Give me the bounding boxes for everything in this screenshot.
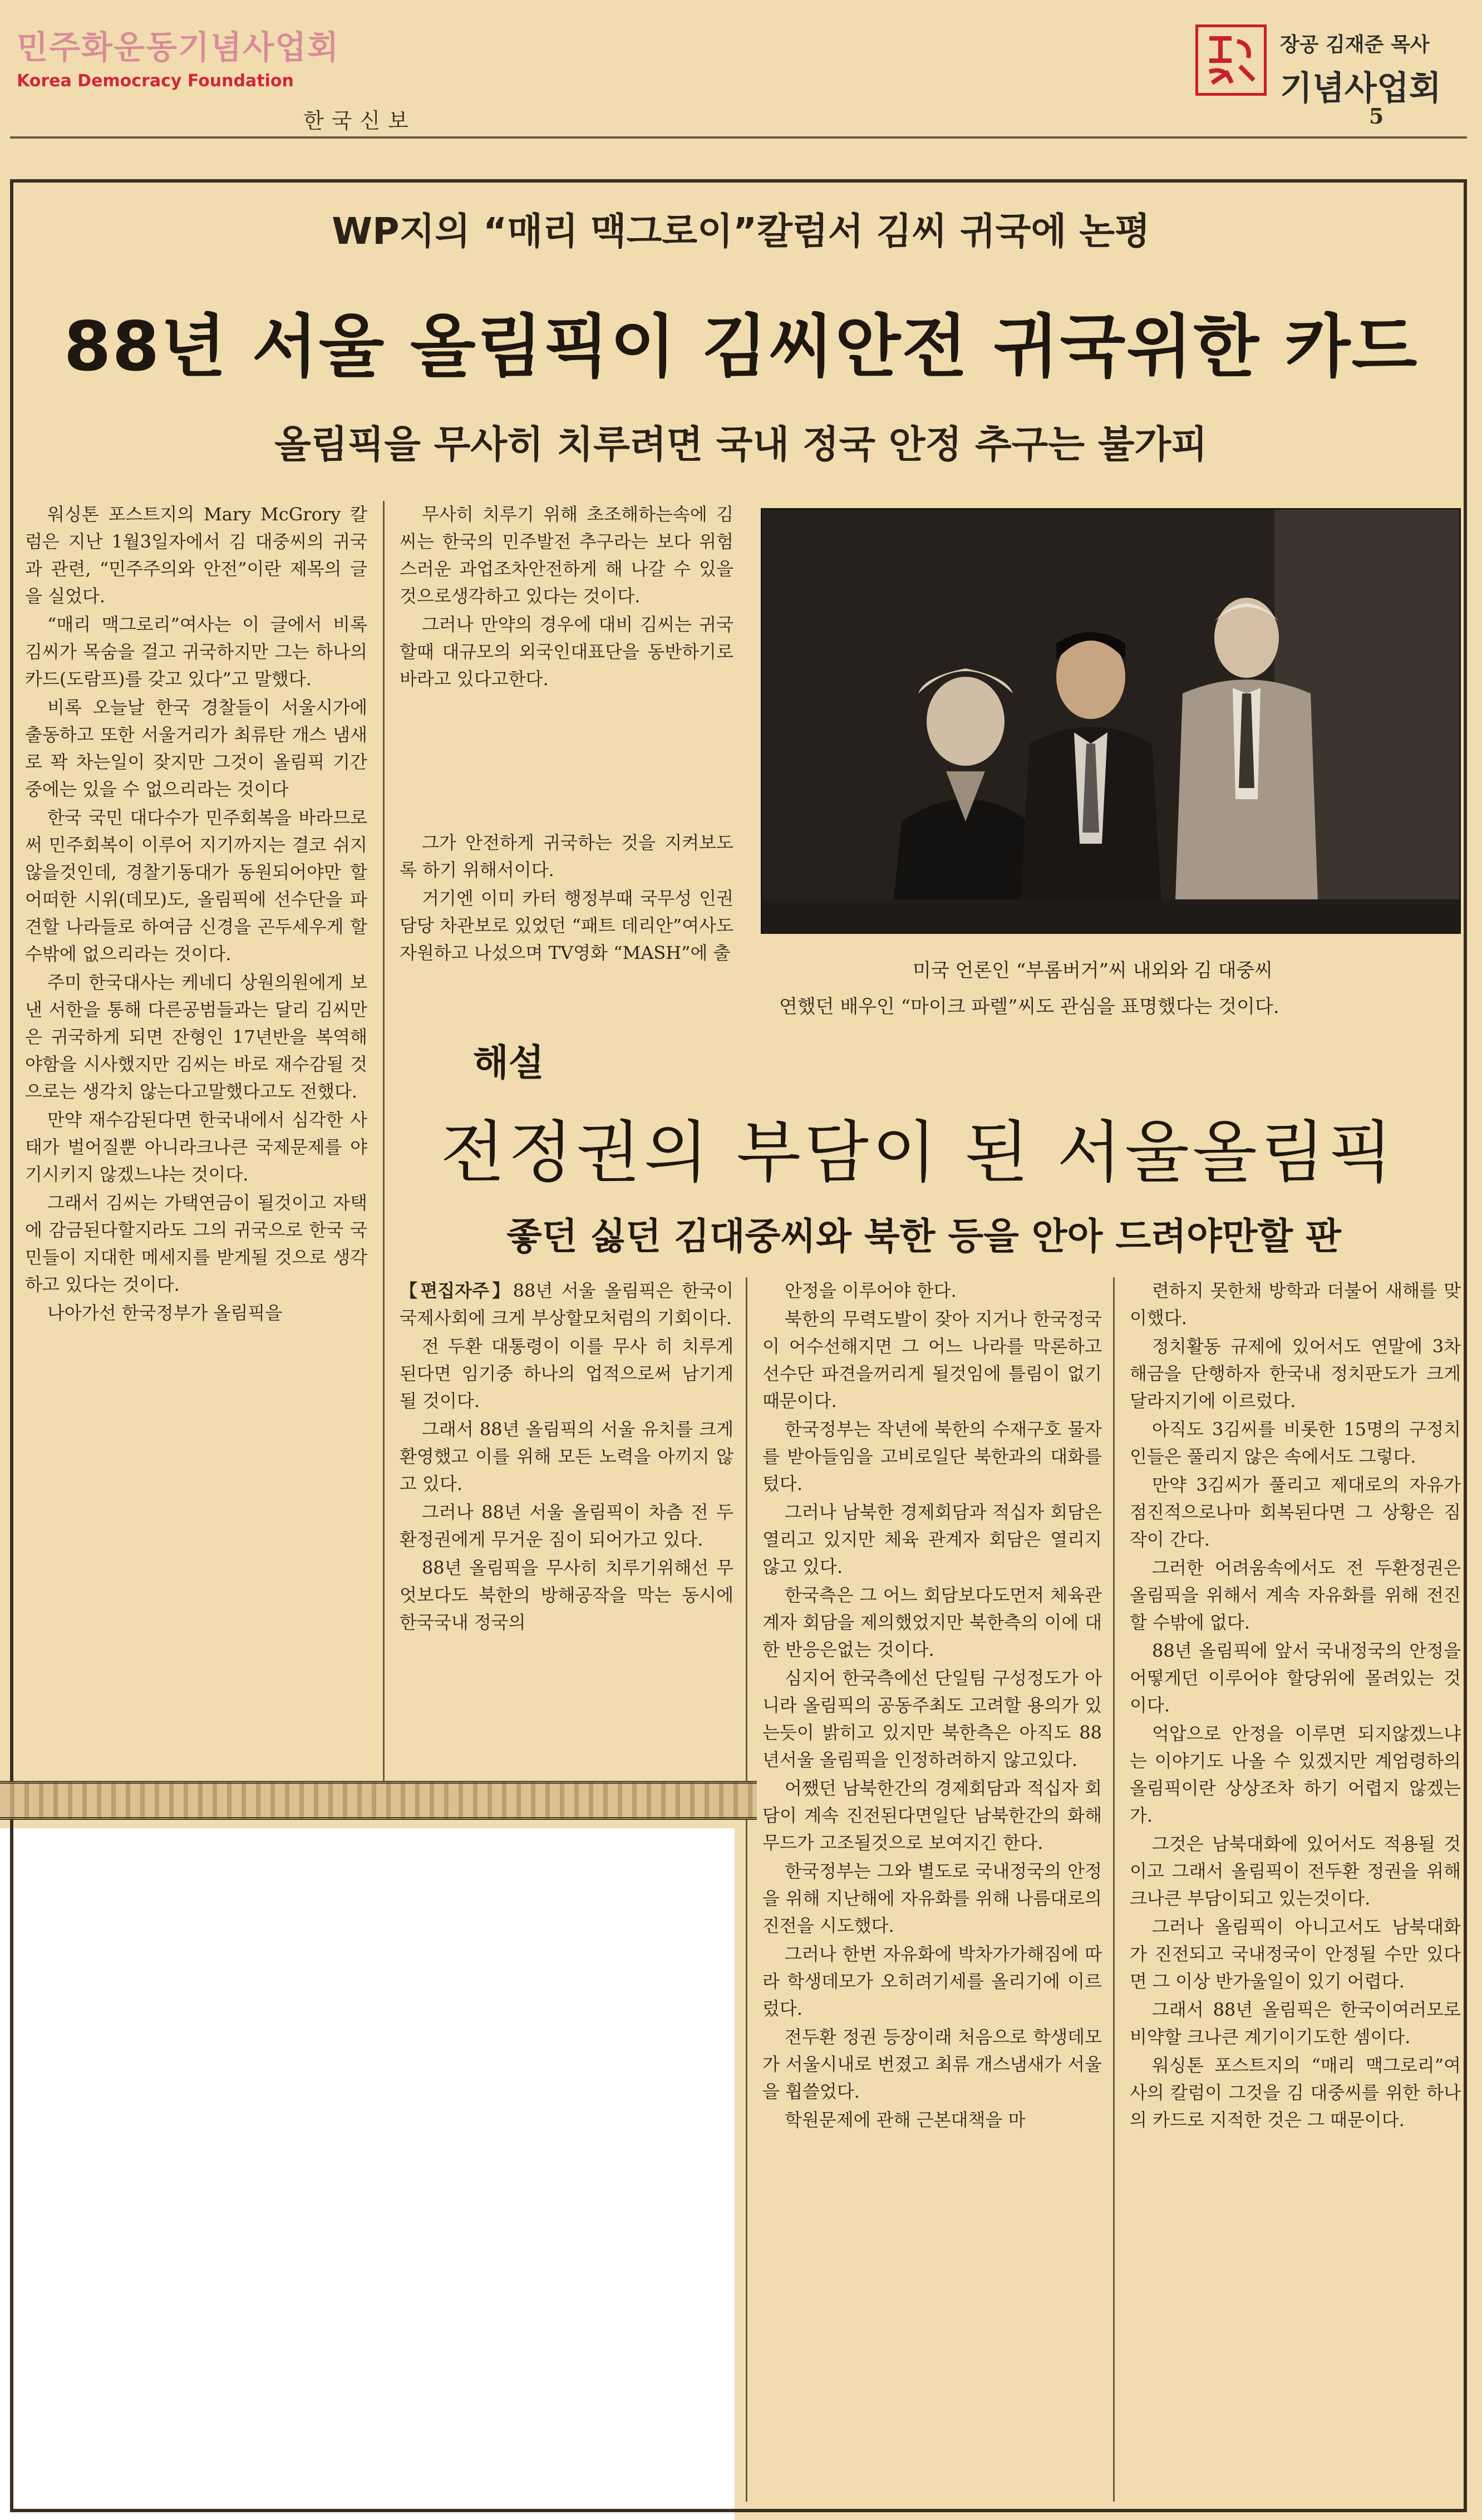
header-rule <box>10 136 1467 139</box>
article2-column-3 <box>1130 1277 1461 2135</box>
editor-note-text: 88년 서울 올림픽은 한국이 국제사회에 크게 부상할모처럼의 기회이다. <box>400 1280 733 1328</box>
editor-note-label: 【편집자주】 <box>400 1280 513 1301</box>
paragraph: 한국 국민 대다수가 민주회복을 바라므로써 민주회복이 이루어 지기까지는 결코 쉬지 않을것인데, 경찰기동대가 동원되어야만 할 어떠한 시위(데모)도, 올림픽에 선수단을 파견할 나라들로 하여금 신경을 곤두세우게 할 수밖에 없으리라는 것이다. <box>25 807 367 964</box>
paragraph: 만약 3김씨가 풀리고 제대로의 자유가 점진적으로나마 회복된다면 그 상황은 짐작이 간다. <box>1130 1474 1461 1550</box>
page-number: 5 <box>1369 104 1384 129</box>
paragraph: 그러나 한번 자유화에 박차가가해짐에 따라 학생데모가 오히려기세를 올리기에 이르렀다. <box>762 1943 1102 2019</box>
paragraph: 정치활동 규제에 있어서도 연말에 3차 해금을 단행하자 한국내 정치판도가 크게 달라지기에 이르렀다. <box>1130 1336 1461 1411</box>
paragraph: “매리 맥그로리”여사는 이 글에서 비록 김씨가 목숨을 걸고 귀국하지만 그는 하나의 카드(도람프)를 갖고 있다”고 말했다. <box>25 614 367 690</box>
paragraph: 그러나 만약의 경우에 대비 김씨는 귀국할때 대규모의 외국인대표단을 동반하기로 바라고 있다고한다. <box>400 614 733 690</box>
column-rule <box>1113 1277 1115 2502</box>
memorial-society-logo <box>1280 29 1464 110</box>
paragraph: 한국측은 그 어느 회담보다도먼저 체육관계자 회담을 제의했었지만 북한측의 이에 대한 반응은없는 것이다. <box>762 1584 1102 1660</box>
paragraph: 그러나 88년 서울 올림픽이 차츰 전 두환정권에게 무거운 짐이 되어가고 있다. <box>400 1502 733 1550</box>
paragraph: 심지어 한국측에선 단일팀 구성정도가 아니라 올림픽의 공동주최도 고려할 용의가 있는듯이 밝히고 있지만 북한측은 아직도 88년서울 올림픽을 인정하려하지 않고있다. <box>762 1667 1102 1770</box>
paragraph: 어쨌던 남북한간의 경제회담과 적십자 회담이 계속 진전된다면일단 남북한간의 화해무드가 고조될것으로 보여지긴 한다. <box>762 1778 1102 1853</box>
paragraph: 88년 올림픽을 무사히 치루기위해선 무엇보다도 북한의 방해공작을 막는 동시에 한국국내 정국의 <box>400 1557 733 1633</box>
paragraph: 워싱톤 포스트지의 Mary McGrory 칼럼은 지난 1월3일자에서 김 대중씨의 귀국과 관련, “민주주의와 안전”이란 제목의 글을 실었다. <box>25 504 367 607</box>
memorial-line-2: 기념사업회 <box>1280 69 1441 108</box>
paragraph: 학원문제에 관해 근본대책을 마 <box>785 2109 1026 2130</box>
article1-headline: 88년 서울 올림픽이 김씨안전 귀국위한 카드 <box>63 307 1419 386</box>
article2-subhead: 좋던 싫던 김대중씨와 북한 등을 안아 드려야만할 판 <box>506 1215 1341 1258</box>
paragraph: 그러나 올림픽이 아니고서도 남북대화가 진전되고 국내정국이 안정될 수만 있다면 그 이상 반가울일이 있기 어렵다. <box>1130 1916 1461 1992</box>
article1-column-2a <box>400 501 733 694</box>
article1-continuation: 연했던 배우인 “마이크 파렐”씨도 관심을 표명했다는 것이다. <box>779 996 1279 1018</box>
paragraph: 비록 오늘날 한국 경찰들이 서울시가에 출동하고 또한 서울거리가 최류탄 개스 냄새로 꽉 차는일이 잦지만 그것이 올림픽 기간중에는 있을 수 없으리라는 것이다 <box>25 697 367 800</box>
foundation-logo <box>17 21 351 93</box>
article1-column-2b <box>400 829 733 968</box>
column-rule <box>383 501 385 1781</box>
article2-column-2 <box>762 1277 1102 2135</box>
paragraph: 그러나 남북한 경제회담과 적십자 회담은 열리고 있지만 체육 관계자 회담은 열리지 않고 있다. <box>762 1502 1102 1577</box>
article1-subhead: 올림픽을 무사히 치루려면 국내 정국 안정 추구는 불가피 <box>274 423 1208 467</box>
memorial-line-1: 장공 김재준 목사 <box>1280 33 1430 56</box>
foundation-name-english: Korea Democracy Foundation <box>17 71 294 91</box>
column-rule <box>746 1277 747 2502</box>
memorial-seal-logo <box>1195 24 1267 96</box>
paragraph: 전 두환 대통령이 이를 무사 히 치루게 된다면 임기중 하나의 업적으로써 남기게 될 것이다. <box>400 1336 733 1411</box>
paragraph: 그러한 어려움속에서도 전 두환정권은 올림픽을 위해서 계속 자유화를 위해 전진할 수밖에 없다. <box>1130 1557 1461 1633</box>
newspaper-name: 한국신보 <box>303 109 416 133</box>
paragraph: 전두환 정권 등장이래 처음으로 학생데모가 서울시내로 번졌고 최류 개스냄새가 서울을 휩쓸었다. <box>762 2026 1102 2102</box>
paragraph: 아직도 3김씨를 비롯한 15명의 구정치인들은 풀리지 않은 속에서도 그렇다. <box>1130 1419 1461 1467</box>
paragraph: 주미 한국대사는 케네디 상원의원에게 보낸 서한을 통해 다른공범들과는 달리 김씨만은 귀국하게 되면 잔형인 17년반을 복역해야함을 시사했지만 김씨는 바로 재수감될 것으로는 생각치 않는다고말했다고도 전했다. <box>25 972 367 1102</box>
photo-caption: 미국 언론인 “부롬버거”씨 내외와 김 대중씨 <box>913 959 1273 982</box>
article1-kicker: WP지의 “매리 맥그로이”칼럼서 김씨 귀국에 논평 <box>332 210 1150 253</box>
paragraph: 그가 안전하게 귀국하는 것을 지켜보도록 하기 위해서이다. <box>400 832 733 880</box>
paragraph: 한국정부는 작년에 북한의 수재구호 물자를 받아들임을 고비로일단 북한과의 대화를 텄다. <box>762 1419 1102 1494</box>
paragraph: 나아가선 한국정부가 올림픽을 <box>47 1302 283 1323</box>
paragraph: 무사히 치루기 위해 초조해하는속에 김씨는 한국의 민주발전 추구라는 보다 위험스러운 과업조차안전하게 해 나갈 수 있을 것으로생각하고 있다는 것이다. <box>400 504 733 607</box>
paragraph: 련하지 못한채 방학과 더불어 새해를 맞이했다. <box>1130 1280 1461 1328</box>
paragraph: 만약 재수감된다면 한국내에서 심각한 사태가 벌어질뿐 아니라크나큰 국제문제를 야기시키지 않겠느냐는 것이다. <box>25 1109 367 1185</box>
foundation-name-korean: 민주화운동기념사업회 <box>17 28 340 66</box>
seal-icon <box>1198 27 1264 93</box>
decorative-border <box>0 1781 757 1820</box>
paragraph: 워싱톤 포스트지의 “매리 맥그로리”여사의 칼럼이 그것을 김 대중씨를 위한 하나의 카드로 지적한 것은 그 때문이다. <box>1130 2055 1461 2130</box>
paragraph: 안정을 이루어야 한다. <box>785 1280 957 1301</box>
paragraph: 그래서 88년 올림픽은 한국이여러모로 비약할 크나큰 계기이기도한 셈이다. <box>1130 1999 1461 2047</box>
paragraph: 북한의 무력도발이 잦아 지거나 한국정국이 어수선해지면 그 어느 나라를 막론하고 선수단 파견을꺼리게 될것임에 틀림이 없기 때문이다. <box>762 1308 1102 1411</box>
paragraph: 억압으로 안정을 이루면 되지않겠느냐는 이야기도 나올 수 있겠지만 계엄령하의 올림픽이란 상상조차 하기 어렵지 않겠는가. <box>1130 1723 1461 1826</box>
paragraph: 한국정부는 그와 별도로 국내정국의 안정을 위해 지난해에 자유화를 위해 나름대로의 진전을 시도했다. <box>762 1861 1102 1936</box>
three-people-photo-image <box>762 510 1459 932</box>
paragraph <box>400 1277 733 1332</box>
article2-column-1 <box>400 1277 733 1637</box>
commentary-label: 해설 <box>473 1041 544 1084</box>
article2-headline: 전정권의 부담이 된 서울올림픽 <box>440 1114 1396 1192</box>
news-photo <box>761 508 1461 934</box>
paragraph: 그것은 남북대화에 있어서도 적용될 것이고 그래서 올림픽이 전두환 정권을 위해 크나큰 부담이되고 있는것이다. <box>1130 1833 1461 1909</box>
paragraph: 그래서 김씨는 가택연금이 될것이고 자택에 감금된다할지라도 그의 귀국으로 한국 국민들이 지대한 메세지를 받게될 것으로 생각하고 있다는 것이다. <box>25 1192 367 1295</box>
paragraph: 거기엔 이미 카터 행정부때 국무성 인권담당 차관보로 있었던 “패트 데리안”여사도 자원하고 나섰으며 TV영화 “MASH”에 출 <box>400 888 733 963</box>
paragraph: 그래서 88년 올림픽의 서울 유치를 크게 환영했고 이를 위해 모든 노력을 아끼지 않고 있다. <box>400 1419 733 1494</box>
article1-column-1 <box>25 501 367 1328</box>
paragraph: 88년 올림픽에 앞서 국내정국의 안정을 어떻게던 이루어야 할당위에 몰려있는 것이다. <box>1130 1640 1461 1716</box>
